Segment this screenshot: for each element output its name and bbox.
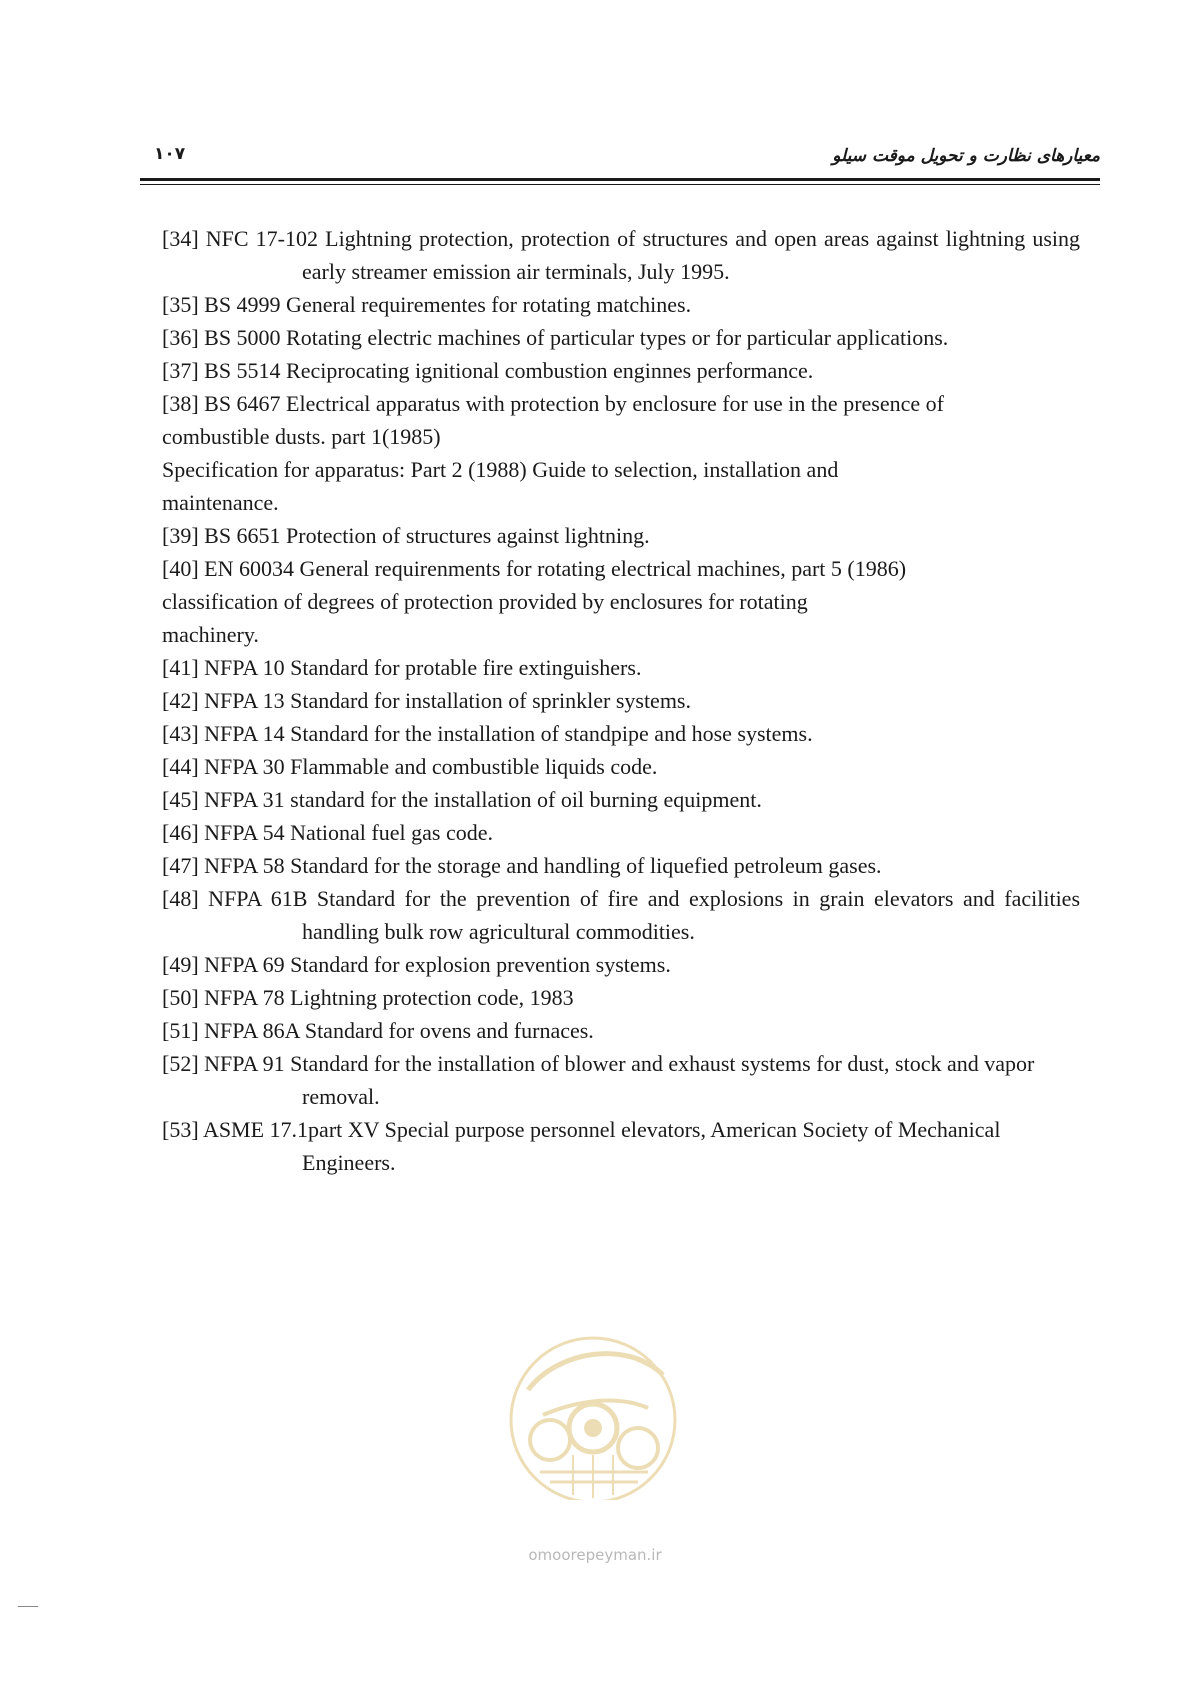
reference-36: [36] BS 5000 Rotating electric machines of particular types or for particular applications. <box>162 325 949 350</box>
book-title: معیارهای نظارت و تحویل موقت سیلو <box>832 146 1100 166</box>
margin-dash <box>18 1606 38 1607</box>
reference-45: [45] NFPA 31 standard for the installation of oil burning equipment. <box>162 787 762 812</box>
header-rule-thin <box>140 184 1100 185</box>
reference-38-line-3: Specification for apparatus: Part 2 (1988) Guide to selection, installation and <box>162 457 839 482</box>
gear-scale-logo-icon <box>488 1320 698 1500</box>
reference-40-line-1: [40] EN 60034 General requirenments for rotating electrical machines, part 5 (1986) <box>162 556 907 581</box>
reference-38 <box>162 387 1080 519</box>
reference-38-line-4: maintenance. <box>162 490 279 515</box>
reference-42: [42] NFPA 13 Standard for installation of sprinkler systems. <box>162 688 691 713</box>
reference-35: [35] BS 4999 General requirementes for rotating matchines. <box>162 292 692 317</box>
reference-50: [50] NFPA 78 Lightning protection code, 1983 <box>162 985 574 1010</box>
page-number: ۱۰۷ <box>154 144 186 164</box>
reference-52: [52] NFPA 91 Standard for the installation of blower and exhaust systems for dust, stock and vapor removal. <box>162 1051 1035 1109</box>
reference-49: [49] NFPA 69 Standard for explosion prevention systems. <box>162 952 671 977</box>
reference-53: [53] ASME 17.1part XV Special purpose personnel elevators, American Society of Mechanical Engineers. <box>162 1117 1001 1175</box>
reference-51: [51] NFPA 86A Standard for ovens and furnaces. <box>162 1018 594 1043</box>
reference-46: [46] NFPA 54 National fuel gas code. <box>162 820 493 845</box>
reference-48: [48] NFPA 61B Standard for the prevention of fire and explosions in grain elevators and facilities handling bulk row agricultural commodities. <box>162 886 1081 944</box>
header-rule-thick <box>140 178 1100 181</box>
reference-44: [44] NFPA 30 Flammable and combustible liquids code. <box>162 754 658 779</box>
reference-38-line-2: combustible dusts. part 1(1985) <box>162 424 441 449</box>
watermark-site: omoorepeyman.ir <box>528 1546 662 1564</box>
reference-43: [43] NFPA 14 Standard for the installation of standpipe and hose systems. <box>162 721 813 746</box>
reference-34: [34] NFC 17-102 Lightning protection, protection of structures and open areas against lightning using early streamer emission air terminals, July 1995. <box>162 226 1081 284</box>
reference-41: [41] NFPA 10 Standard for protable fire extinguishers. <box>162 655 642 680</box>
reference-40 <box>162 552 1080 651</box>
reference-47: [47] NFPA 58 Standard for the storage and handling of liquefied petroleum gases. <box>162 853 882 878</box>
reference-38-line-1: [38] BS 6467 Electrical apparatus with protection by enclosure for use in the presence of <box>162 391 944 416</box>
reference-37: [37] BS 5514 Reciprocating ignitional combustion enginnes performance. <box>162 358 814 383</box>
reference-39: [39] BS 6651 Protection of structures against lightning. <box>162 523 650 548</box>
reference-40-line-3: machinery. <box>162 622 259 647</box>
reference-40-line-2: classification of degrees of protection provided by enclosures for rotating <box>162 589 808 614</box>
reference-list <box>162 222 1080 1179</box>
page-header <box>140 138 1100 188</box>
